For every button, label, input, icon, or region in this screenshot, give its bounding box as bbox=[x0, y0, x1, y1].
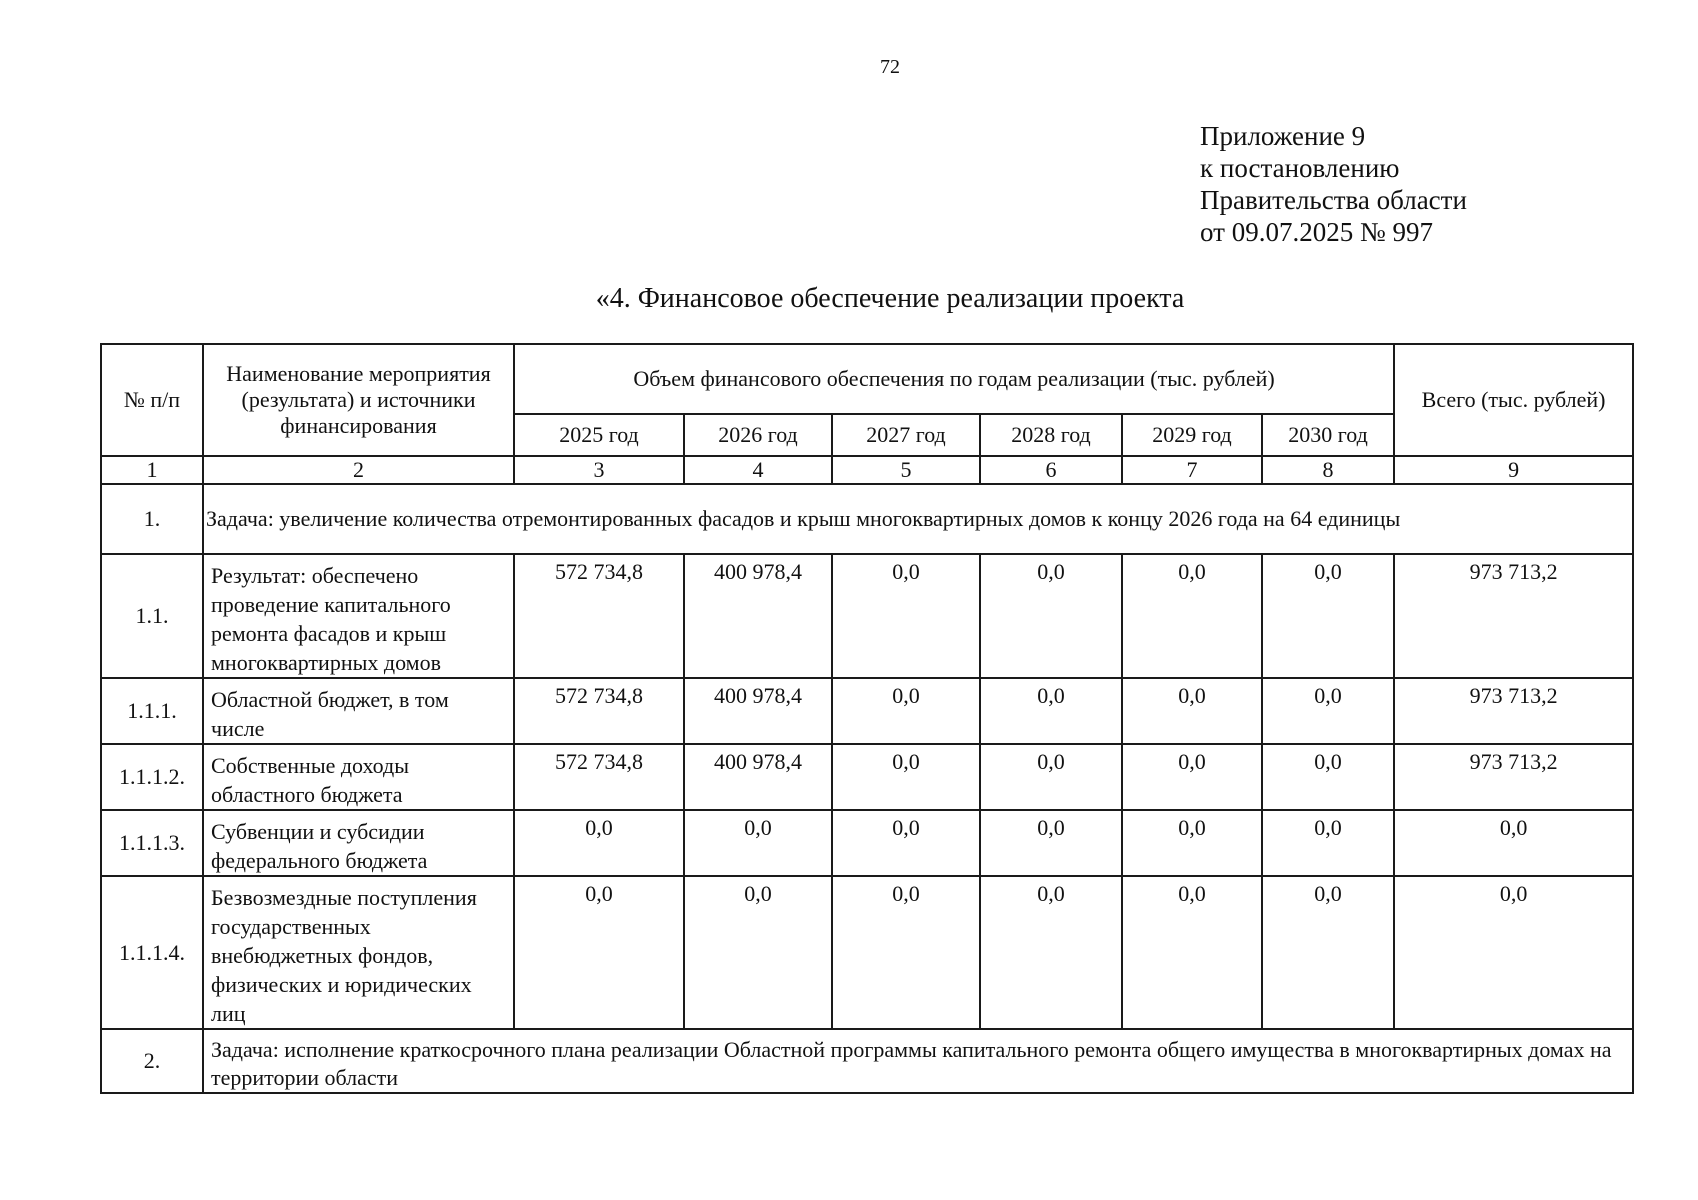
column-number: 7 bbox=[1122, 456, 1262, 484]
value-cell: 0,0 bbox=[980, 744, 1122, 810]
value-cell: 572 734,8 bbox=[514, 744, 684, 810]
column-number: 1 bbox=[101, 456, 203, 484]
value-cell: 0,0 bbox=[832, 554, 980, 678]
value-cell: 0,0 bbox=[1262, 810, 1394, 876]
value-cell: 0,0 bbox=[1262, 744, 1394, 810]
task-text: Задача: исполнение краткосрочного плана реализации Областной программы капитального ремонта общего имущества в многоквартирных домах на территории области bbox=[203, 1029, 1633, 1093]
header-volume: Объем финансового обеспечения по годам реализации (тыс. рублей) bbox=[514, 344, 1394, 414]
total-cell: 973 713,2 bbox=[1394, 554, 1633, 678]
row-number: 1.1.1.3. bbox=[101, 810, 203, 876]
appendix-block bbox=[1200, 120, 1467, 248]
header-year: 2029 год bbox=[1122, 414, 1262, 456]
value-cell: 0,0 bbox=[1122, 876, 1262, 1029]
value-cell: 0,0 bbox=[1262, 678, 1394, 744]
column-number: 9 bbox=[1394, 456, 1633, 484]
row-name: Собственные доходы областного бюджета bbox=[203, 744, 514, 810]
row-number: 1.1.1.2. bbox=[101, 744, 203, 810]
header-name: Наименование мероприятия (результата) и источники финансирования bbox=[203, 344, 514, 456]
header-year: 2026 год bbox=[684, 414, 832, 456]
value-cell: 0,0 bbox=[684, 876, 832, 1029]
column-number: 3 bbox=[514, 456, 684, 484]
total-cell: 973 713,2 bbox=[1394, 744, 1633, 810]
value-cell: 0,0 bbox=[832, 810, 980, 876]
row-name: Результат: обеспечено проведение капитального ремонта фасадов и крыш многоквартирных домов bbox=[203, 554, 514, 678]
value-cell: 400 978,4 bbox=[684, 744, 832, 810]
row-name: Безвозмездные поступления государственных внебюджетных фондов, физических и юридических лиц bbox=[203, 876, 514, 1029]
column-number: 6 bbox=[980, 456, 1122, 484]
appendix-line: Приложение 9 bbox=[1200, 121, 1366, 151]
task-row bbox=[101, 484, 1633, 554]
row-number: 1. bbox=[101, 484, 203, 554]
value-cell: 0,0 bbox=[1122, 744, 1262, 810]
header-total: Всего (тыс. рублей) bbox=[1394, 344, 1633, 456]
row-number: 1.1.1. bbox=[101, 678, 203, 744]
header-num: № п/п bbox=[101, 344, 203, 456]
column-number: 8 bbox=[1262, 456, 1394, 484]
total-cell: 0,0 bbox=[1394, 876, 1633, 1029]
value-cell: 0,0 bbox=[1122, 678, 1262, 744]
total-cell: 973 713,2 bbox=[1394, 678, 1633, 744]
row-number: 2. bbox=[101, 1029, 203, 1093]
task-text: Задача: увеличение количества отремонтированных фасадов и крыш многоквартирных домов к концу 2026 года на 64 единицы bbox=[203, 484, 1633, 554]
financing-table bbox=[100, 343, 1634, 1094]
value-cell: 0,0 bbox=[514, 876, 684, 1029]
column-number: 5 bbox=[832, 456, 980, 484]
header-year: 2028 год bbox=[980, 414, 1122, 456]
header-year: 2025 год bbox=[514, 414, 684, 456]
header-year: 2030 год bbox=[1262, 414, 1394, 456]
value-cell: 0,0 bbox=[1262, 876, 1394, 1029]
column-number: 4 bbox=[684, 456, 832, 484]
value-cell: 0,0 bbox=[832, 876, 980, 1029]
value-cell: 400 978,4 bbox=[684, 554, 832, 678]
document-title: «4. Финансовое обеспечение реализации проекта bbox=[595, 283, 1185, 314]
table-row bbox=[101, 810, 1633, 876]
value-cell: 0,0 bbox=[684, 810, 832, 876]
appendix-line: Правительства области bbox=[1200, 185, 1467, 215]
value-cell: 0,0 bbox=[980, 678, 1122, 744]
value-cell: 0,0 bbox=[1122, 810, 1262, 876]
value-cell: 0,0 bbox=[980, 554, 1122, 678]
row-name: Областной бюджет, в том числе bbox=[203, 678, 514, 744]
appendix-line: от 09.07.2025 № 997 bbox=[1200, 217, 1433, 247]
table-row bbox=[101, 554, 1633, 678]
row-name: Субвенции и субсидии федерального бюджета bbox=[203, 810, 514, 876]
table-row bbox=[101, 876, 1633, 1029]
value-cell: 0,0 bbox=[832, 678, 980, 744]
value-cell: 0,0 bbox=[514, 810, 684, 876]
table-row bbox=[101, 744, 1633, 810]
row-number: 1.1. bbox=[101, 554, 203, 678]
header-year: 2027 год bbox=[832, 414, 980, 456]
appendix-line: к постановлению bbox=[1200, 153, 1400, 183]
column-number: 2 bbox=[203, 456, 514, 484]
page-number: 72 bbox=[880, 56, 900, 78]
table-row bbox=[101, 678, 1633, 744]
value-cell: 0,0 bbox=[1122, 554, 1262, 678]
value-cell: 572 734,8 bbox=[514, 678, 684, 744]
row-number: 1.1.1.4. bbox=[101, 876, 203, 1029]
value-cell: 0,0 bbox=[1262, 554, 1394, 678]
task-row bbox=[101, 1029, 1633, 1093]
value-cell: 0,0 bbox=[832, 744, 980, 810]
value-cell: 400 978,4 bbox=[684, 678, 832, 744]
value-cell: 0,0 bbox=[980, 876, 1122, 1029]
total-cell: 0,0 bbox=[1394, 810, 1633, 876]
value-cell: 0,0 bbox=[980, 810, 1122, 876]
value-cell: 572 734,8 bbox=[514, 554, 684, 678]
